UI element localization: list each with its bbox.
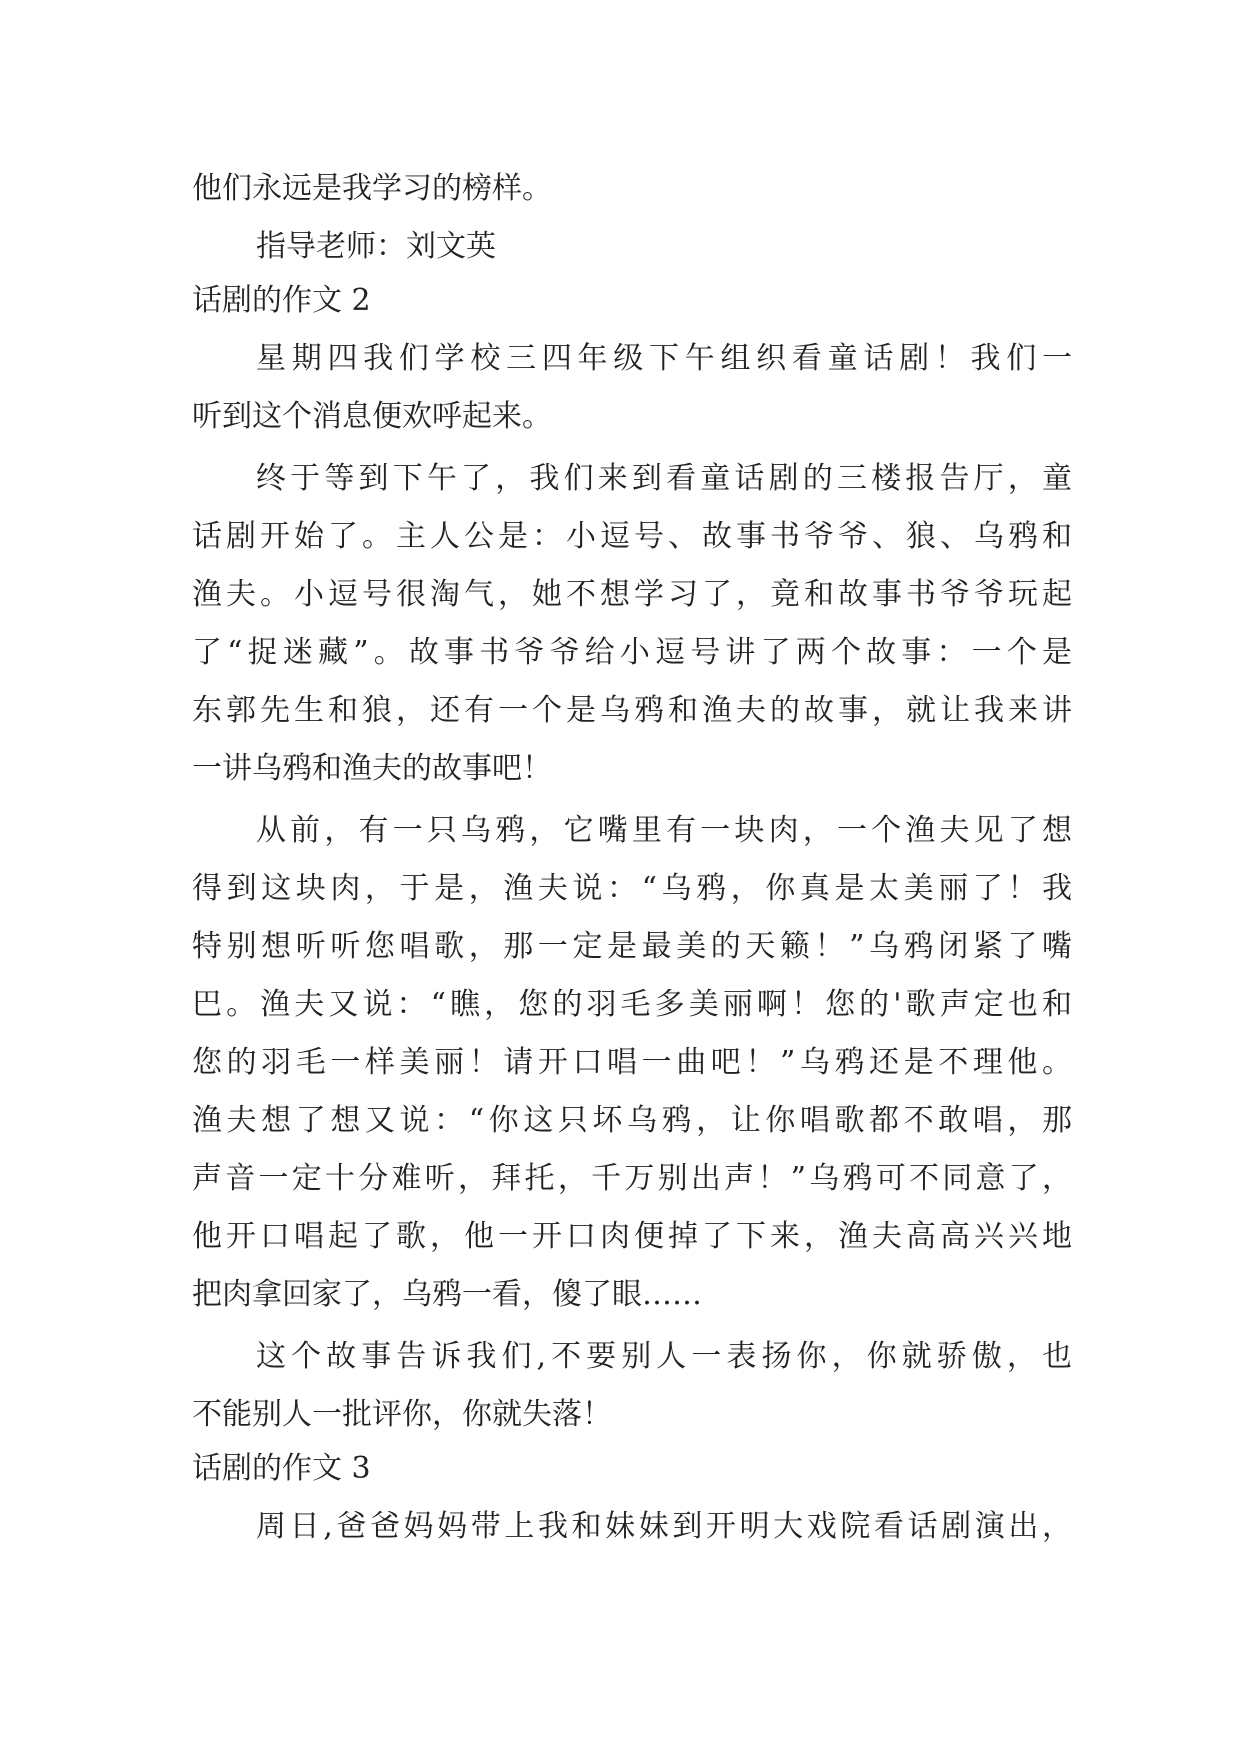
text-line: 把肉拿回家了，乌鸦一看，傻了眼…… <box>192 1277 702 1312</box>
text-line: 渔夫想了想又说：“你这只坏乌鸦，让你唱歌都不敢唱，那 <box>192 1103 1072 1138</box>
text-line: 您的羽毛一样美丽！请开口唱一曲吧！”乌鸦还是不理他。 <box>192 1045 1072 1080</box>
text-line: 周日,爸爸妈妈带上我和妹妹到开明大戏院看话剧演出， <box>256 1509 1072 1544</box>
text-line: 一讲乌鸦和渔夫的故事吧！ <box>192 751 552 786</box>
text-line: 东郭先生和狼，还有一个是乌鸦和渔夫的故事，就让我来讲 <box>192 693 1072 728</box>
text-line: 话剧开始了。主人公是：小逗号、故事书爷爷、狼、乌鸦和 <box>192 519 1072 554</box>
text-line: 星期四我们学校三四年级下午组织看童话剧！我们一 <box>256 341 1072 376</box>
text-line: 渔夫。小逗号很淘气，她不想学习了，竟和故事书爷爷玩起 <box>192 577 1072 612</box>
text-line: 声音一定十分难听，拜托，千万别出声！”乌鸦可不同意了， <box>192 1161 1072 1196</box>
text-line: 这个故事告诉我们,不要别人一表扬你，你就骄傲，也 <box>256 1339 1072 1374</box>
section-heading: 话剧的作文 3 <box>192 1451 371 1486</box>
text-line: 巴。渔夫又说：“瞧，您的羽毛多美丽啊！您的'歌声定也和 <box>192 987 1072 1022</box>
text-line: 得到这块肉，于是，渔夫说：“乌鸦，你真是太美丽了！我 <box>192 871 1072 906</box>
text-line: 他们永远是我学习的榜样。 <box>192 171 552 206</box>
text-line: 不能别人一批评你，你就失落！ <box>192 1397 612 1432</box>
text-line: 他开口唱起了歌，他一开口肉便掉了下来，渔夫高高兴兴地 <box>192 1219 1072 1254</box>
text-line: 特别想听听您唱歌，那一定是最美的天籁！”乌鸦闭紧了嘴 <box>192 929 1072 964</box>
text-line: 了“捉迷藏”。故事书爷爷给小逗号讲了两个故事：一个是 <box>192 635 1072 670</box>
text-line: 从前，有一只乌鸦，它嘴里有一块肉，一个渔夫见了想 <box>256 813 1072 848</box>
section-heading: 话剧的作文 2 <box>192 283 371 318</box>
text-line: 听到这个消息便欢呼起来。 <box>192 399 552 434</box>
text-line: 终于等到下午了，我们来到看童话剧的三楼报告厅，童 <box>256 461 1072 496</box>
text-line: 指导老师：刘文英 <box>256 229 496 264</box>
